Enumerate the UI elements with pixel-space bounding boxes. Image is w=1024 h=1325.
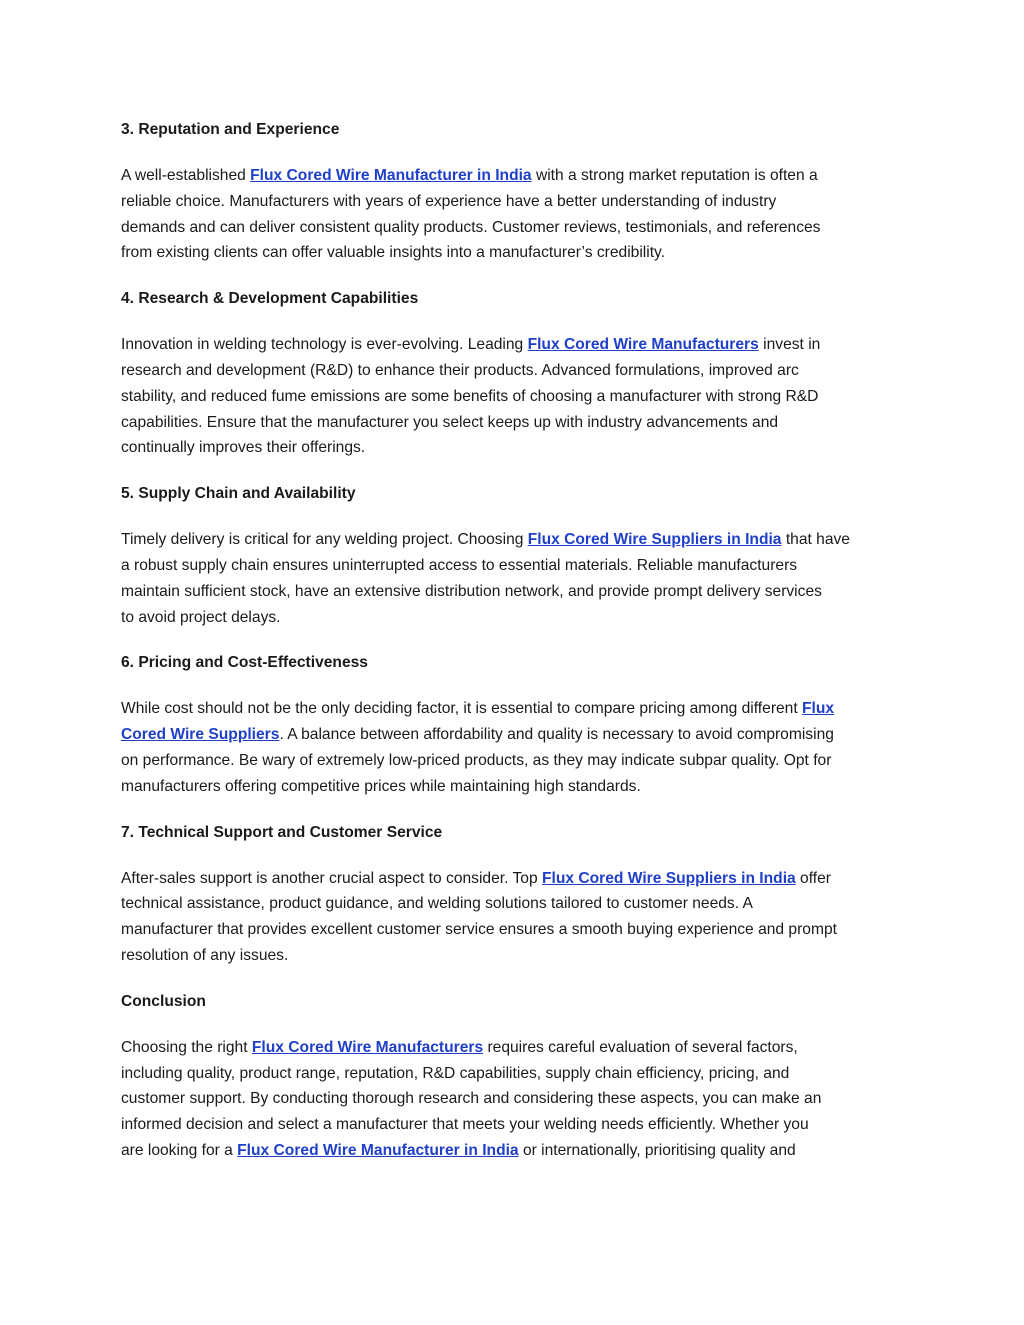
text-line [121,384,911,410]
text-line [121,435,911,461]
section-paragraph [121,696,911,799]
inline-link[interactable]: Flux Cored Wire Manufacturer in India [237,1141,519,1159]
text-segment: research and development (R&D) to enhance their products. Advanced formulations, improved arc [121,361,799,379]
text-segment: Innovation in welding technology is ever-evolving. Leading [121,336,528,354]
text-line [121,943,911,969]
text-line [121,1086,911,1112]
section-paragraph [121,332,911,461]
text-segment: resolution of any issues. [121,946,289,964]
text-line [121,163,911,189]
inline-link[interactable]: Flux Cored Wire Manufacturer in India [250,167,532,184]
text-line [121,410,911,436]
section-heading: 7. Technical Support and Customer Service [121,823,443,841]
section-paragraph [121,866,911,969]
text-segment: to avoid project delays. [121,608,281,626]
section-paragraph [121,1035,911,1164]
text-line [121,774,911,800]
text-line [121,696,911,722]
text-segment: While cost should not be the only deciding factor, it is essential to compare pricing among different [121,700,803,718]
text-line [121,722,911,748]
text-line [121,332,911,358]
text-segment: or internationally, prioritising quality and [518,1141,796,1159]
text-line [121,215,911,241]
inline-link[interactable]: Flux Cored Wire Suppliers in India [541,869,796,887]
text-line [121,605,911,631]
text-line [121,1035,911,1061]
text-segment: including quality, product range, reputation, R&D capabilities, supply chain efficiency, pricing, and [121,1064,790,1082]
inline-link[interactable]: Cored Wire Suppliers [121,726,280,744]
section-heading: 6. Pricing and Cost-Effectiveness [121,654,368,672]
section-paragraph [121,163,911,266]
text-segment: customer support. By conducting thorough research and considering these aspects, you can make an [121,1090,822,1108]
text-segment: are looking for a [121,1141,238,1159]
text-line [121,866,911,892]
text-line [121,1138,911,1164]
text-segment: offer [795,869,831,887]
text-segment: Choosing the right [121,1038,252,1056]
text-line [121,358,911,384]
text-line [121,748,911,774]
text-line [121,553,911,579]
text-segment: capabilities. Ensure that the manufacturer you select keeps up with industry advancements and [121,413,779,431]
text-segment: manufacturers offering competitive prices while maintaining high standards. [121,777,641,795]
text-line [121,240,911,266]
document-page [121,117,911,1184]
text-segment: requires careful evaluation of several factors, [483,1038,798,1056]
text-segment: stability, and reduced fume emissions are some benefits of choosing a manufacturer with strong R&D [121,387,819,405]
section-heading: 4. Research & Development Capabilities [121,290,419,308]
text-line [121,1112,911,1138]
section-heading: Conclusion [121,992,206,1010]
section-paragraph [121,527,911,630]
text-line [121,189,911,215]
text-segment: invest in [758,336,821,354]
text-line [121,891,911,917]
inline-link[interactable]: Flux [802,700,835,718]
text-segment: Timely delivery is critical for any welding project. Choosing [121,531,528,549]
section-heading: 3. Reputation and Experience [121,121,340,138]
inline-link[interactable]: Flux Cored Wire Manufacturers [251,1038,484,1056]
text-segment: technical assistance, product guidance, and welding solutions tailored to customer needs. A [121,895,753,913]
text-segment: informed decision and select a manufacturer that meets your welding needs efficiently. Whether you [121,1116,809,1134]
text-segment: . A balance between affordability and quality is necessary to avoid compromising [279,726,834,744]
text-segment: maintain sufficient stock, have an extensive distribution network, and provide prompt delivery services [121,582,822,600]
text-segment: manufacturer that provides excellent customer service ensures a smooth buying experience and prompt [121,921,837,939]
text-segment: A well-established [121,167,251,184]
inline-link[interactable]: Flux Cored Wire Manufacturers [527,336,759,354]
section-heading: 5. Supply Chain and Availability [121,485,356,503]
text-line [121,1061,911,1087]
text-line [121,579,911,605]
text-segment: on performance. Be wary of extremely low-priced products, as they may indicate subpar quality. Opt for [121,751,832,769]
text-segment: demands and can deliver consistent quality products. Customer reviews, testimonials, and references [121,218,821,236]
inline-link[interactable]: Flux Cored Wire Suppliers in India [527,531,782,549]
text-line [121,527,911,553]
text-segment: continually improves their offerings. [121,439,366,457]
text-line [121,917,911,943]
text-segment: After-sales support is another crucial aspect to consider. Top [121,869,542,887]
text-segment: reliable choice. Manufacturers with years of experience have a better understanding of industry [121,192,777,210]
text-segment: with a strong market reputation is often a [531,167,818,184]
text-segment: from existing clients can offer valuable insights into a manufacturer’s credibility. [121,244,666,262]
text-segment: that have [781,531,850,549]
text-segment: a robust supply chain ensures uninterrupted access to essential materials. Reliable manufacturers [121,556,798,574]
